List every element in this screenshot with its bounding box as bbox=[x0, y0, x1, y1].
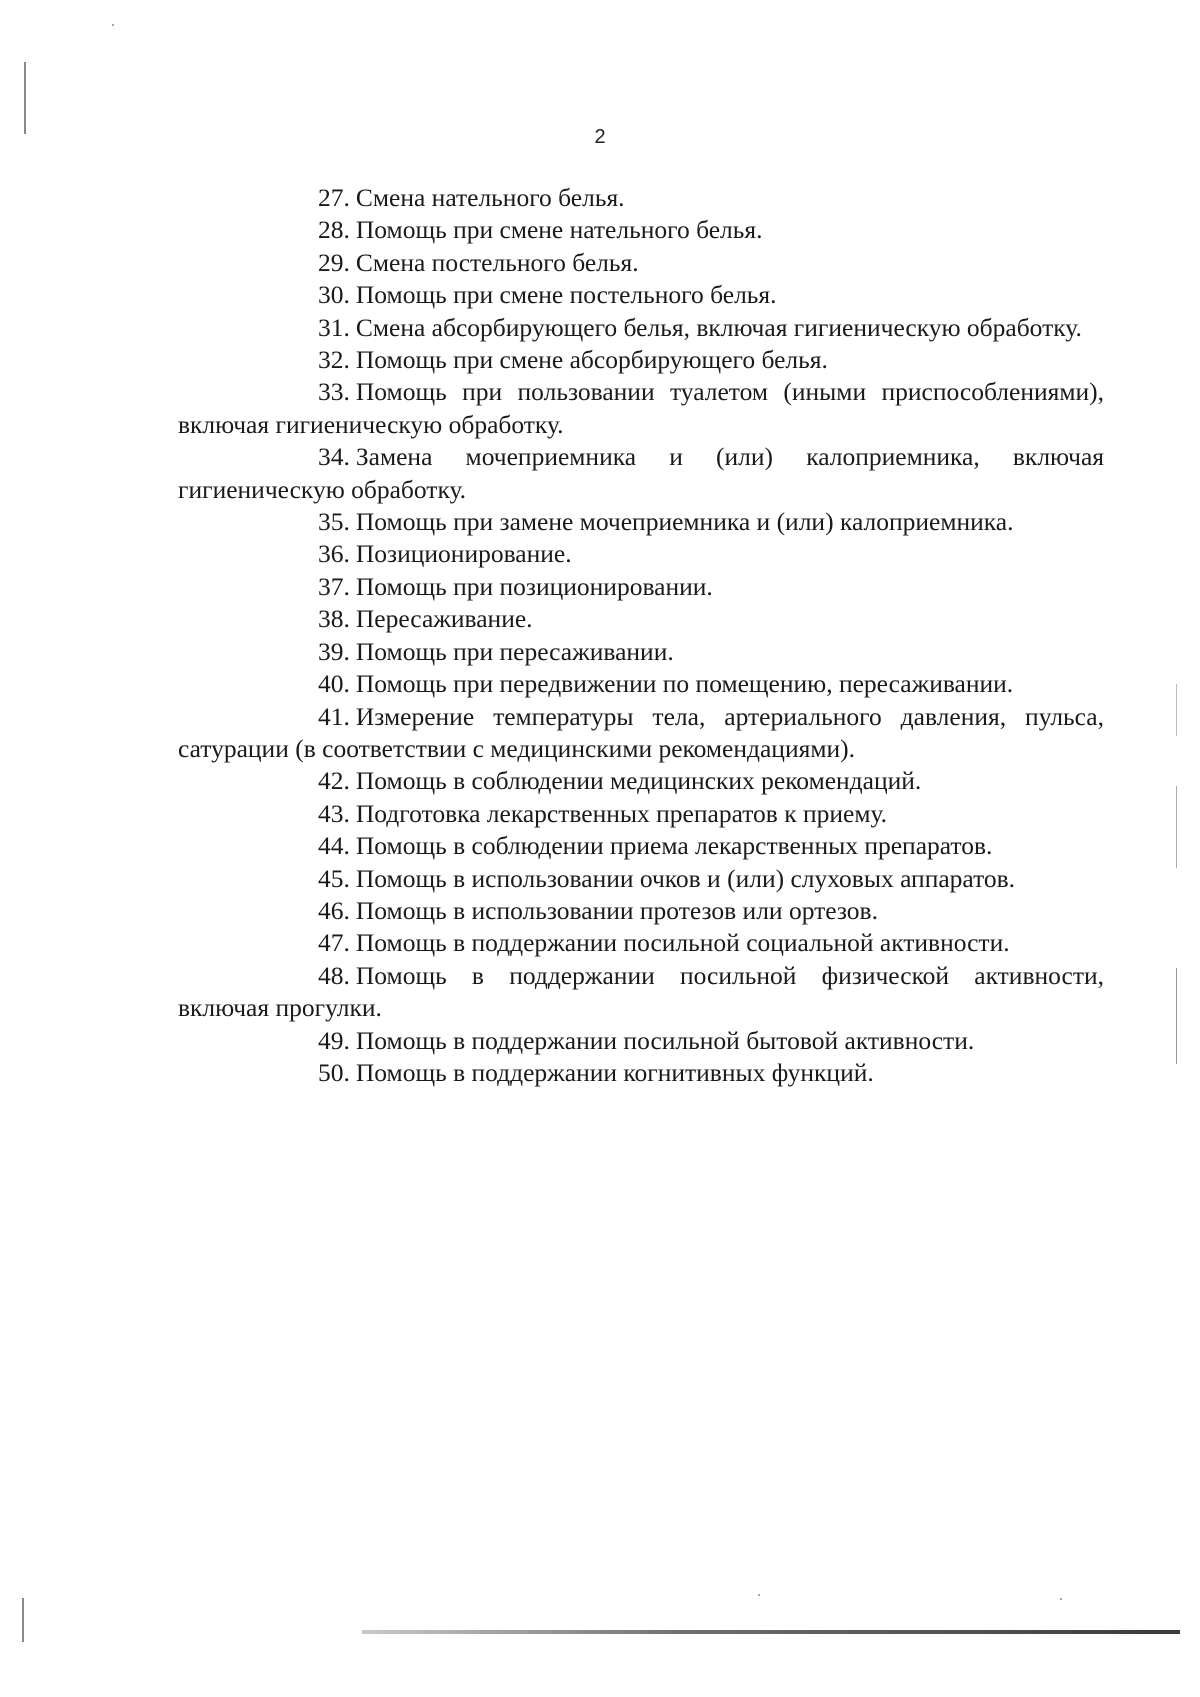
list-item-text: Смена нательного белья. bbox=[355, 183, 625, 212]
list-item-text: Позиционирование. bbox=[355, 539, 572, 569]
list-item-number: 46. bbox=[318, 895, 350, 925]
list-item bbox=[178, 1057, 1104, 1089]
scan-artifact-right bbox=[1176, 684, 1177, 736]
list-item-number: 42. bbox=[318, 766, 350, 796]
list-item-text: Помощь в использовании протезов или ортезов. bbox=[355, 895, 878, 925]
list-item bbox=[178, 603, 1104, 635]
list-item-number: 32. bbox=[318, 345, 350, 375]
list-item-text: Смена абсорбирующего белья, включая гигиеническую обработку. bbox=[355, 312, 1082, 342]
list-item bbox=[178, 830, 1104, 862]
list-item-number: 45. bbox=[318, 863, 350, 893]
list-item-number: 28. bbox=[318, 215, 350, 245]
list-item bbox=[178, 279, 1104, 311]
bottom-rule bbox=[362, 1630, 1180, 1634]
list-item-text: Помощь в поддержании посильной бытовой активности. bbox=[355, 1025, 975, 1055]
list-item-text: Помощь при пользовании туалетом (иными приспособлениями), включая гигиеническую обработку. bbox=[178, 377, 1104, 439]
page-number: 2 bbox=[594, 126, 606, 148]
list-item-text: Помощь в соблюдении приема лекарственных препаратов. bbox=[355, 831, 993, 861]
list-item-number: 49. bbox=[318, 1025, 350, 1055]
list-item-text: Помощь при смене нательного белья. bbox=[355, 215, 763, 245]
list-item-number: 40. bbox=[318, 669, 350, 699]
list-item bbox=[178, 538, 1104, 570]
list-item bbox=[178, 247, 1104, 279]
list-item-text: Помощь при передвижении по помещению, пересаживании. bbox=[355, 669, 1014, 699]
list-item bbox=[178, 636, 1104, 668]
list-item-number: 35. bbox=[318, 507, 350, 537]
list-item-text: Помощь в поддержании посильной социальной активности. bbox=[355, 928, 1010, 958]
list-item-text: Смена постельного белья. bbox=[355, 247, 639, 277]
list-item bbox=[178, 1025, 1104, 1057]
list-item-number: 44. bbox=[318, 831, 350, 861]
list-item-text: Помощь при пересаживании. bbox=[355, 636, 674, 666]
list-item-number: 41. bbox=[318, 701, 350, 731]
list-item-number: 30. bbox=[318, 280, 350, 310]
list-item bbox=[178, 214, 1104, 246]
scan-artifact-right bbox=[1176, 968, 1177, 1064]
list-item-number: 34. bbox=[318, 442, 350, 472]
list-item-text: Помощь при смене постельного белья. bbox=[355, 280, 777, 310]
list-item-text: Замена мочеприемника и (или) калоприемника, включая гигиеническую обработку. bbox=[178, 442, 1104, 504]
list-item-text: Помощь в соблюдении медицинских рекомендаций. bbox=[355, 766, 922, 796]
list-item-number: 37. bbox=[318, 571, 350, 601]
scan-speck bbox=[758, 1594, 760, 1596]
list-item-number: 29. bbox=[318, 247, 350, 277]
list-item bbox=[178, 344, 1104, 376]
list-item-text: Помощь в поддержании когнитивных функций. bbox=[355, 1057, 874, 1087]
list-item bbox=[178, 506, 1104, 538]
list-item-number: 47. bbox=[318, 928, 350, 958]
list-item-number: 31. bbox=[318, 312, 350, 342]
list-item-number: 38. bbox=[318, 604, 350, 634]
list-item-number: 36. bbox=[318, 539, 350, 569]
list-item bbox=[178, 182, 1104, 214]
scan-artifact-left-bottom bbox=[22, 1598, 24, 1642]
list-item bbox=[178, 701, 1104, 766]
list-item bbox=[178, 668, 1104, 700]
list-item-text: Подготовка лекарственных препаратов к приему. bbox=[355, 798, 888, 828]
list-item-text: Измерение температуры тела, артериального давления, пульса, сатурации (в соответствии с медицинскими рекомендациями). bbox=[178, 701, 1104, 763]
list-item bbox=[178, 960, 1104, 1025]
list-item-text: Помощь при смене абсорбирующего белья. bbox=[355, 345, 828, 375]
list-item-number: 43. bbox=[318, 798, 350, 828]
list-item bbox=[178, 312, 1104, 344]
list-item bbox=[178, 441, 1104, 506]
list-item bbox=[178, 927, 1104, 959]
list-item-number: 50. bbox=[318, 1057, 350, 1087]
list-item-number: 33. bbox=[318, 377, 350, 407]
numbered-list bbox=[178, 182, 1104, 1089]
list-item-text: Помощь при замене мочеприемника и (или) калоприемника. bbox=[355, 507, 1014, 537]
list-item bbox=[178, 863, 1104, 895]
list-item-text: Помощь в поддержании посильной физической активности, включая прогулки. bbox=[178, 960, 1104, 1023]
scan-artifact-left-top bbox=[24, 62, 26, 134]
list-item-number: 27. bbox=[318, 183, 350, 212]
scan-artifact-right bbox=[1176, 786, 1177, 868]
list-item-number: 48. bbox=[318, 960, 350, 990]
list-item bbox=[178, 571, 1104, 603]
list-item bbox=[178, 895, 1104, 927]
list-item bbox=[178, 376, 1104, 441]
list-item-text: Помощь в использовании очков и (или) слуховых аппаратов. bbox=[355, 863, 1016, 893]
scan-speck bbox=[112, 24, 114, 26]
list-item bbox=[178, 798, 1104, 830]
scan-speck bbox=[1060, 1598, 1062, 1600]
list-item-text: Помощь при позиционировании. bbox=[355, 571, 713, 601]
list-item-text: Пересаживание. bbox=[355, 604, 533, 634]
list-item-number: 39. bbox=[318, 636, 350, 666]
list-item bbox=[178, 765, 1104, 797]
